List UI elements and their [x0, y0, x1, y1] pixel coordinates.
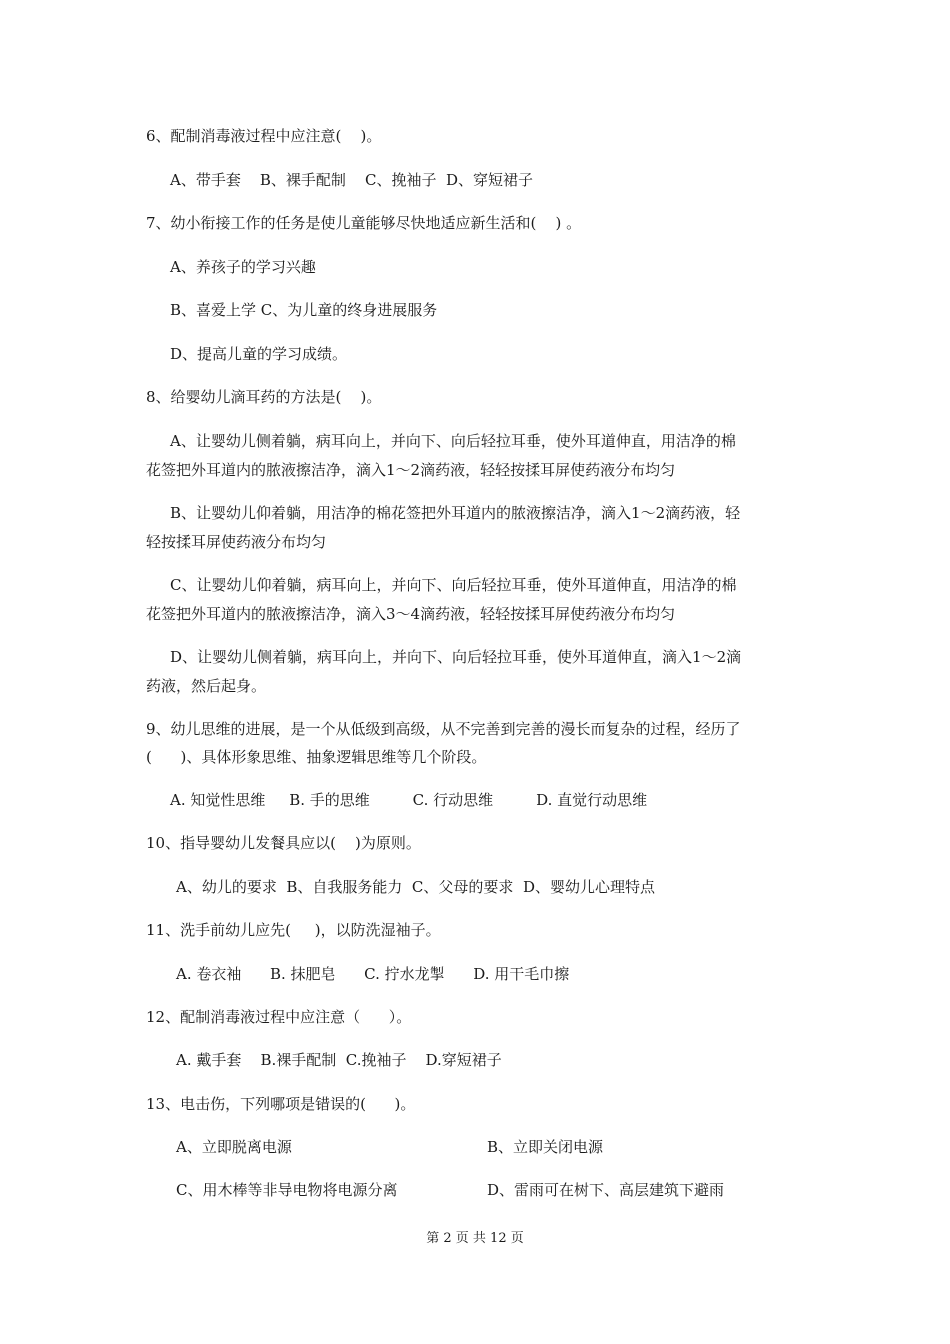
question-6-options: A、带手套 B、裸手配制 C、挽袖子 D、穿短裙子	[170, 171, 534, 189]
question-8-option-b-line2: 轻按揉耳屏使药液分布均匀	[146, 533, 327, 551]
page-footer: 第 2 页 共 12 页	[426, 1231, 524, 1246]
question-11-options: A. 卷衣袖 B. 抹肥皂 C. 拧水龙掣 D. 用干毛巾擦	[176, 965, 570, 983]
question-7-option-a: A、养孩子的学习兴趣	[170, 258, 316, 276]
question-13-option-a: A、立即脱离电源	[176, 1138, 292, 1156]
question-8-option-d-line2: 药液，然后起身。	[146, 677, 267, 695]
question-13-option-b: B、立即关闭电源	[487, 1138, 604, 1156]
question-7-option-bc: B、喜爱上学 C、为儿童的终身进展服务	[170, 301, 438, 319]
question-10-options: A、幼儿的要求 B、自我服务能力 C、父母的要求 D、婴幼儿心理特点	[176, 878, 655, 896]
question-13-option-d: D、雷雨可在树下、高层建筑下避雨	[487, 1181, 725, 1199]
question-10-stem: 10、指导婴幼儿发餐具应以( )为原则。	[146, 834, 421, 852]
question-8-option-b-line1: B、让婴幼儿仰着躺，用洁净的棉花签把外耳道内的脓液擦洁净，滴入1～2滴药液，轻	[170, 504, 741, 522]
question-9-stem-line2: ( )、具体形象思维、抽象逻辑思维等几个阶段。	[146, 748, 487, 766]
question-8-option-a-line1: A、让婴幼儿侧着躺，病耳向上，并向下、向后轻拉耳垂，使外耳道伸直，用洁净的棉	[170, 432, 736, 450]
question-6-stem: 6、配制消毒液过程中应注意( )。	[146, 127, 382, 145]
question-7-option-d: D、提高儿童的学习成绩。	[170, 345, 348, 363]
question-13-stem: 13、电击伤，下列哪项是错误的( )。	[146, 1095, 416, 1113]
question-8-option-c-line2: 花签把外耳道内的脓液擦洁净，滴入3～4滴药液，轻轻按揉耳屏使药液分布均匀	[146, 605, 676, 623]
question-13-option-c: C、用木棒等非导电物将电源分离	[176, 1181, 398, 1199]
question-12-options: A. 戴手套 B.裸手配制 C.挽袖子 D.穿短裙子	[176, 1051, 502, 1069]
question-9-stem-line1: 9、幼儿思维的进展，是一个从低级到高级，从不完善到完善的漫长而复杂的过程，经历了	[146, 720, 741, 738]
question-8-option-d-line1: D、让婴幼儿侧着躺，病耳向上，并向下、向后轻拉耳垂，使外耳道伸直，滴入1～2滴	[170, 648, 742, 666]
question-8-stem: 8、给婴幼儿滴耳药的方法是( )。	[146, 388, 382, 406]
question-7-stem: 7、幼小衔接工作的任务是使儿童能够尽快地适应新生活和( ) 。	[146, 214, 582, 232]
question-11-stem: 11、洗手前幼儿应先( )，以防洗湿袖子。	[146, 921, 441, 939]
question-8-option-a-line2: 花签把外耳道内的脓液擦洁净，滴入1～2滴药液，轻轻按揉耳屏使药液分布均匀	[146, 461, 676, 479]
question-12-stem: 12、配制消毒液过程中应注意（ ）。	[146, 1008, 412, 1026]
question-8-option-c-line1: C、让婴幼儿仰着躺，病耳向上，并向下、向后轻拉耳垂，使外耳道伸直，用洁净的棉	[170, 576, 737, 594]
question-9-options: A. 知觉性思维 B. 手的思维 C. 行动思维 D. 直觉行动思维	[170, 791, 648, 809]
